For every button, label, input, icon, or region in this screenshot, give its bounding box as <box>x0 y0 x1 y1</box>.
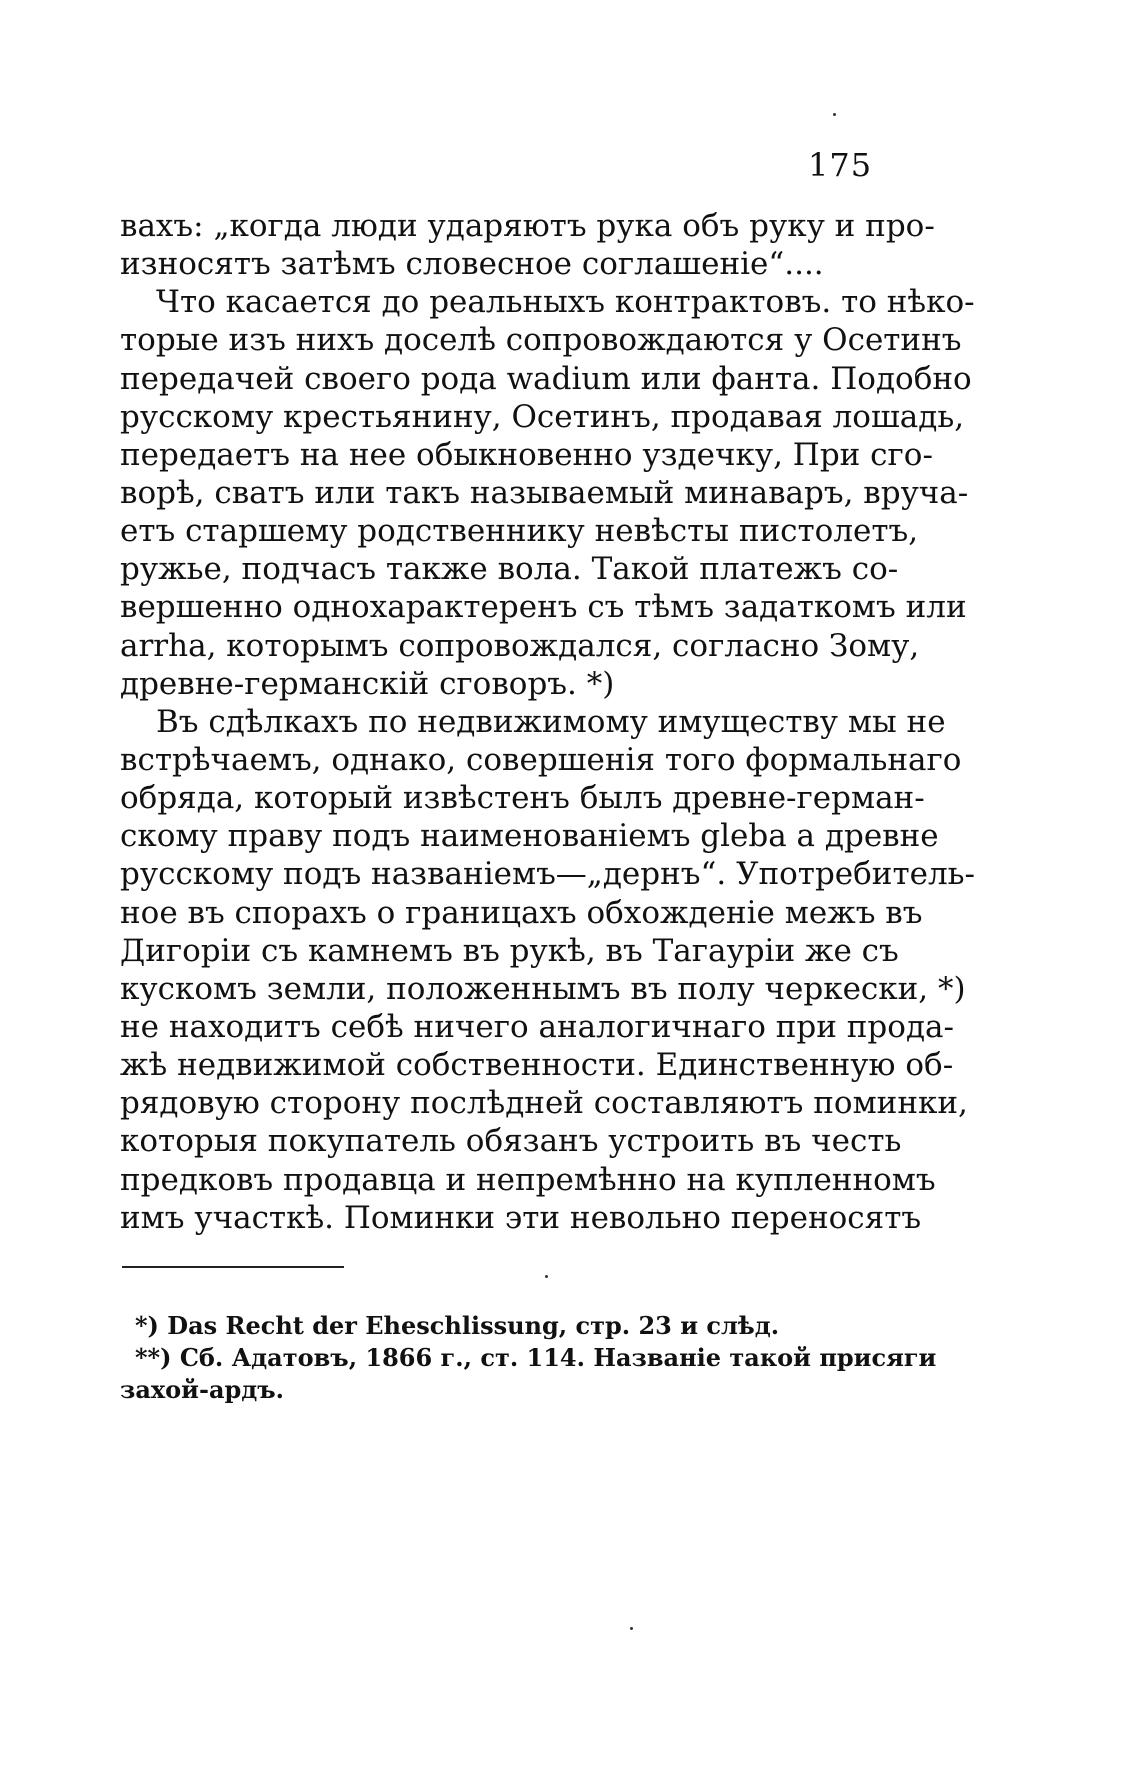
text-line: рядовую сторону послѣдней составляютъ поминки, <box>120 1085 968 1122</box>
footnote-line: захой-ардъ. <box>120 1375 285 1404</box>
footnote-separator <box>122 1266 344 1268</box>
text-line: вахъ: „когда люди ударяютъ рука объ руку и про- <box>120 208 935 244</box>
paper-speck <box>545 1275 548 1278</box>
text-line: кускомъ земли, положеннымъ въ полу черкески, *) <box>120 970 966 1007</box>
text-line: которыя покупатель обязанъ устроить въ честь <box>120 1123 902 1160</box>
text-line: передачей своего рода wadium или фанта. Подобно <box>120 360 972 397</box>
text-line: торые изъ нихъ доселѣ сопровождаются у Осетинъ <box>120 322 962 359</box>
text-line: ворѣ, сватъ или такъ называемый минаваръ, вруча- <box>120 474 969 511</box>
page-number: 175 <box>808 146 873 184</box>
footnote-line: **) Сб. Адатовъ, 1866 г., ст. 114. Названіе такой присяги <box>135 1343 937 1372</box>
text-line: не находитъ себѣ ничего аналогичнаго при прода- <box>120 1008 954 1045</box>
text-line: Что касается до реальныхъ контрактовъ. то нѣко- <box>156 284 975 321</box>
main-text <box>120 207 975 1237</box>
text-line: имъ участкѣ. Поминки эти невольно переносятъ <box>120 1199 922 1236</box>
paper-speck <box>833 113 836 116</box>
text-line: вершенно однохарактеренъ съ тѣмъ задаткомъ или <box>120 589 967 626</box>
text-line: русскому подъ названіемъ—„дернъ“. Употребитель- <box>120 856 975 893</box>
text-line: передаетъ на нее обыкновенно уздечку, При сго- <box>120 436 933 473</box>
text-line: arrha, которымъ сопровождался, согласно Зому, <box>120 627 920 664</box>
text-line: предковъ продавца и непремѣнно на купленномъ <box>120 1161 936 1198</box>
text-line: жѣ недвижимой собственности. Единственную об- <box>120 1047 954 1084</box>
text-line: Дигоріи съ камнемъ въ рукѣ, въ Тагауріи же съ <box>120 932 899 969</box>
text-line: русскому крестьянину, Осетинъ, продавая лошадь, <box>120 398 965 435</box>
text-line: ружье, подчасъ также вола. Такой платежъ со- <box>120 551 899 588</box>
text-line: обряда, который извѣстенъ былъ древне-герман- <box>120 780 925 817</box>
footnote-line: *) Das Recht der Eheschlissung, стр. 23 и слѣд. <box>135 1311 780 1340</box>
text-line: древне-германскій сговоръ. *) <box>120 665 615 702</box>
footnotes <box>120 1310 937 1406</box>
text-line: етъ старшему родственнику невѣсты пистолетъ, <box>120 513 919 550</box>
text-line: встрѣчаемъ, однако, совершенія того формальнаго <box>120 741 962 778</box>
text-line: скому праву подъ наименованіемъ gleba а древне <box>120 818 939 855</box>
paper-speck <box>630 1627 633 1630</box>
text-line: ное въ спорахъ о границахъ обхожденіе межъ въ <box>120 894 923 931</box>
text-line: износятъ затѣмъ словесное соглашеніе“.... <box>120 246 824 283</box>
text-line: Въ сдѣлкахъ по недвижимому имуществу мы не <box>156 703 946 740</box>
